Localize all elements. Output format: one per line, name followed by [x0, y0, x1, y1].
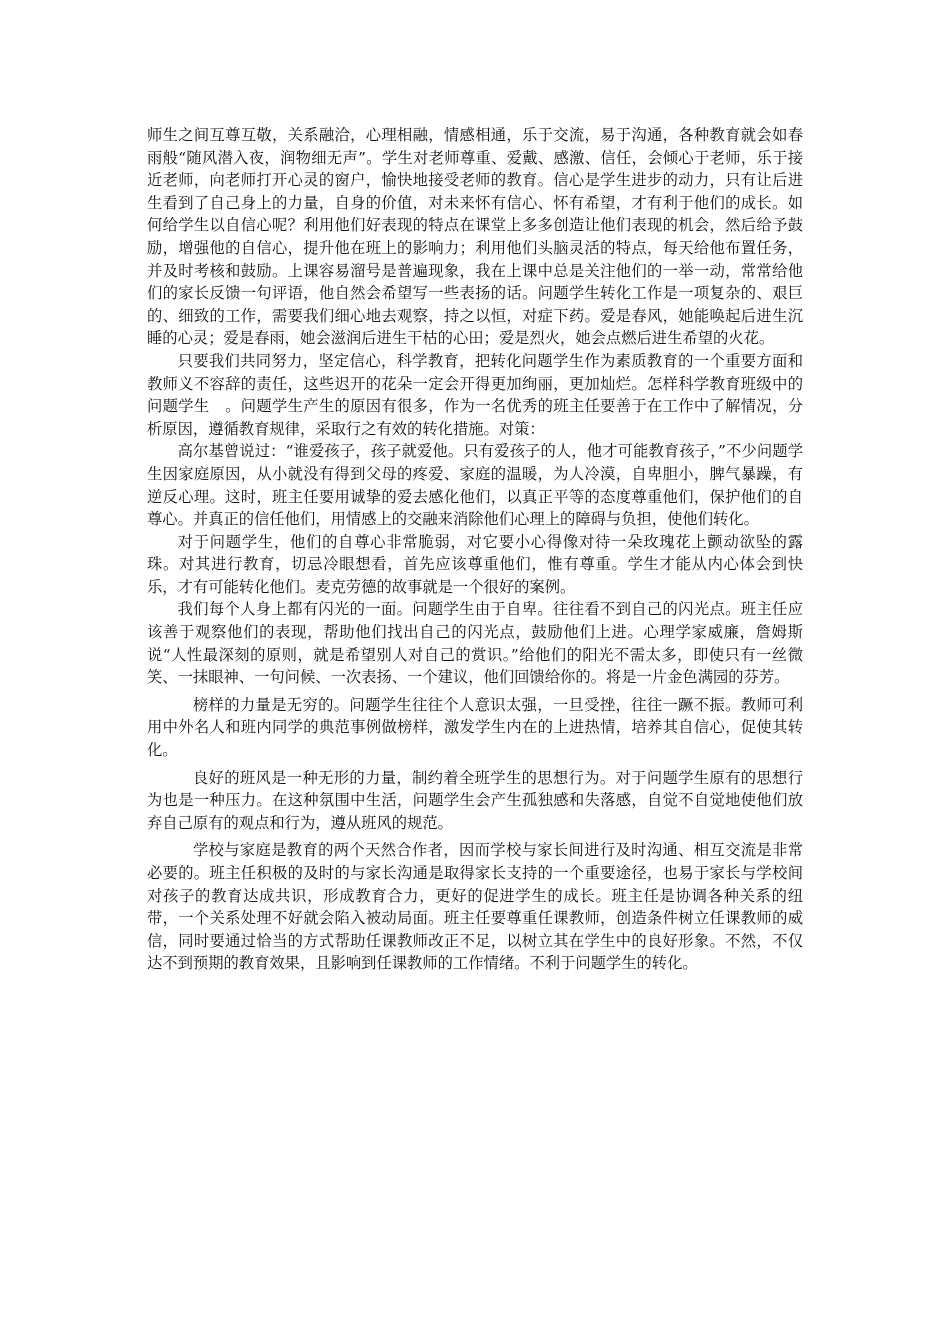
document-body — [147, 124, 803, 975]
paragraph-6: 榜样的力量是无穷的。问题学生往往个人意识太强，一旦受挫，往往一蹶不振。教师可利用中外名人和班内同学的典范事例做榜样，激发学生内在的上进热情，培养其自信心，促使其转化。 — [147, 695, 803, 760]
paragraph-8: 学校与家庭是教育的两个天然合作者，因而学校与家长间进行及时沟通、相互交流是非常必要的。班主任积极的及时的与家长沟通是取得家长支持的一个重要途径，也易于家长与学校间对孩子的教育达成共识，形成教育合力，更好的促进学生的成长。班主任是协调各种关系的纽带，一个关系处理不好就会陷入被动局面。班主任要尊重任课教师，创造条件树立任课教师的威信，同时要通过恰当的方式帮助任课教师改正不足，以树立其在学生中的良好形象。不然，不仅达不到预期的教育效果，且影响到任课教师的工作情绪。不利于问题学生的转化。 — [147, 841, 803, 973]
paragraph-1: 师生之间互尊互敬，关系融洽，心理相融，情感相通，乐于交流，易于沟通，各种教育就会如春雨般“随风潜入夜，润物细无声”。学生对老师尊重、爱戴、感激、信任，会倾心于老师，乐于接近老师，向老师打开心灵的窗户，愉快地接受老师的教育。信心是学生进步的动力，只有让后进生看到了自己身上的力量，自身的价值，对未来怀有信心、怀有希望，才有利于他们的成长。如何给学生以自信心呢？利用他们好表现的特点在课堂上多多创造让他们表现的机会，然后给予鼓励，增强他的自信心，提升他在班上的影响力；利用他们头脑灵活的特点，每天给他布置任务，并及时考核和鼓励。上课容易溜号是普遍现象，我在上课中总是关注他们的一举一动，常常给他们的家长反馈一句评语，他自然会希望写一些表扬的话。问题学生转化工作是一项复杂的、艰巨的、细致的工作，需要我们细心地去观察，持之以恒，对症下药。爱是春风，她能唤起后进生沉睡的心灵；爱是春雨，她会滋润后进生干枯的心田；爱是烈火，她会点燃后进生希望的火花。 — [147, 126, 803, 348]
paragraph-3: 高尔基曾说过：“谁爱孩子，孩子就爱他。只有爱孩子的人，他才可能教育孩子，”不少问题学生因家庭原因，从小就没有得到父母的疼爱、家庭的温暖，为人冷漠，自卑胆小，脾气暴躁，有逆反心理。这时，班主任要用诚挚的爱去感化他们，以真正平等的态度尊重他们，保护他们的自尊心。并真正的信任他们，用情感上的交融来消除他们心理上的障碍与负担，使他们转化。 — [147, 442, 803, 529]
paragraph-2: 只要我们共同努力，坚定信心，科学教育，把转化问题学生作为素质教育的一个重要方面和教师义不容辞的责任，这些迟开的花朵一定会开得更加绚丽，更加灿烂。怎样科学教育班级中的问题学生 。问题学生产生的原因有很多，作为一名优秀的班主任要善于在工作中了解情况，分析原因，遵循教育规律，采取行之有效的转化措施。对策： — [147, 351, 803, 438]
paragraph-5: 我们每个人身上都有闪光的一面。问题学生由于自卑。往往看不到自己的闪光点。班主任应该善于观察他们的表现，帮助他们找出自己的闪光点，鼓励他们上进。心理学家威廉，詹姆斯说“人性最深刻的原则，就是希望别人对自己的赏识。”给他们的阳光不需太多，即使只有一丝微笑、一抹眼神、一句问候、一次表扬、一个建议，他们回馈给你的。将是一片金色满园的芬芳。 — [147, 600, 803, 687]
paragraph-7: 良好的班风是一种无形的力量，制约着全班学生的思想行为。对于问题学生原有的思想行为也是一种压力。在这种氛围中生活，问题学生会产生孤独感和失落感，自觉不自觉地使他们放弃自己原有的观点和行为，遵从班风的规范。 — [147, 768, 803, 832]
paragraph-4: 对于问题学生，他们的自尊心非常脆弱，对它要小心得像对待一朵玫瑰花上颤动欲坠的露珠。对其进行教育，切忌冷眼想看，首先应该尊重他们，惟有尊重。学生才能从内心体会到快乐，才有可能转化他们。麦克劳德的故事就是一个很好的案例。 — [147, 532, 803, 596]
